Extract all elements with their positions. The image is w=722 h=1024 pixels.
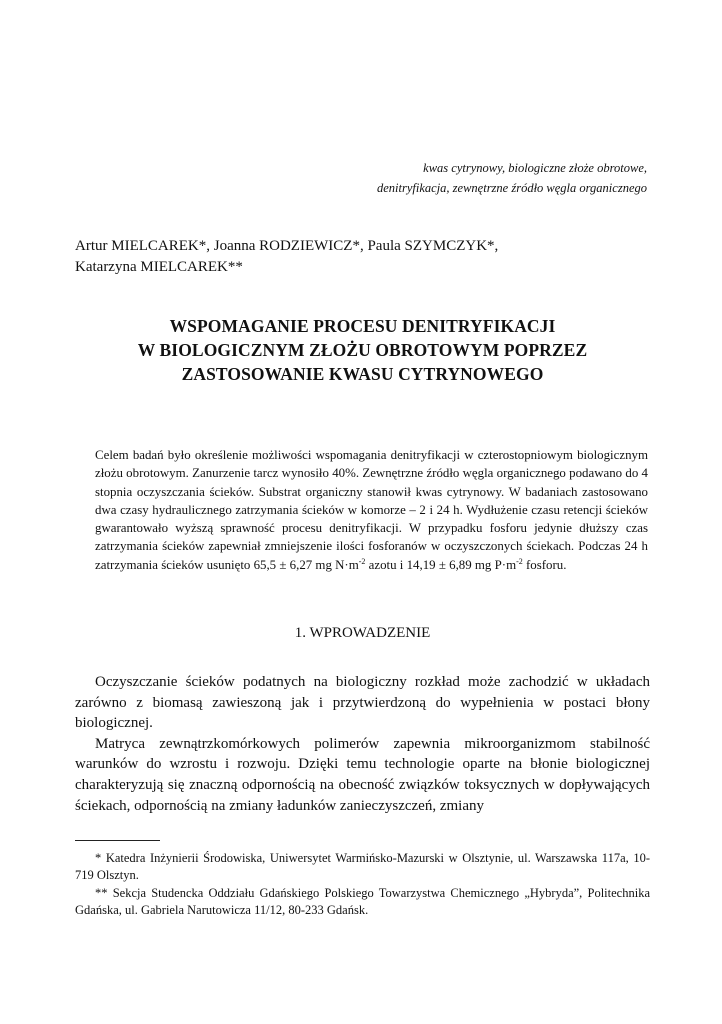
abstract-exponent-1: -2 — [358, 556, 366, 566]
authors-line-1: Artur MIELCAREK*, Joanna RODZIEWICZ*, Paula SZYMCZYK*, — [75, 238, 499, 254]
title-line-2: W BIOLOGICZNYM ZŁOŻU OBROTOWYM POPRZEZ — [137, 340, 588, 360]
abstract-text-end: fosforu. — [522, 557, 567, 572]
title-line-3: ZASTOSOWANIE KWASU CYTRYNOWEGO — [181, 364, 544, 384]
keywords-line-2: denitryfikacja, zewnętrzne źródło węgla organicznego — [377, 181, 647, 195]
body-text — [75, 672, 650, 816]
keywords-line-1: kwas cytrynowy, biologiczne złoże obrotowe, — [423, 161, 647, 175]
footnote-1: * Katedra Inżynierii Środowiska, Uniwersytet Warmińsko-Mazurski w Olsztynie, ul. Warszawska 117a, 10-719 Olsztyn. — [75, 851, 650, 883]
abstract — [95, 446, 648, 574]
title-line-1: WSPOMAGANIE PROCESU DENITRYFIKACJI — [169, 316, 556, 336]
authors-line-2: Katarzyna MIELCAREK** — [75, 259, 243, 275]
footnote-2: ** Sekcja Studencka Oddziału Gdańskiego Polskiego Towarzystwa Chemicznego „Hybryda”, Politechnika Gdańska, ul. Gabriela Narutowicza 11/12, 80-233 Gdańsk. — [75, 885, 650, 917]
authors — [75, 236, 650, 278]
body-paragraph-1: Oczyszczanie ścieków podatnych na biologiczny rozkład może zachodzić w układach zarówno z biomasą zawieszoną jak i przytwierdzoną do wypełnienia w postaci błony biologicznej. — [75, 674, 650, 732]
footnotes — [75, 850, 650, 919]
footnote-divider — [75, 840, 160, 841]
body-paragraph-2: Matryca zewnątrzkomórkowych polimerów zapewnia mikroorganizmom stabilność warunków do wzrostu i rozwoju. Dzięki temu technologie oparte na błonie biologicznej charakteryzują się znaczną odpornością na obecność związków toksycznych w dopływających ściekach, odpornością na zmiany ładunków zanieczyszczeń, zmiany — [75, 735, 650, 814]
keywords — [377, 158, 647, 198]
section-heading: 1. WPROWADZENIE — [294, 625, 431, 641]
paper-title — [75, 314, 650, 386]
abstract-text-mid: azotu i 14,19 ± 6,89 mg P·m — [365, 557, 517, 572]
abstract-exponent-2: -2 — [516, 556, 523, 566]
abstract-paragraph — [95, 446, 648, 574]
abstract-text: Celem badań było określenie możliwości wspomagania denitryfikacji w czterostopniowym biologicznym złożu obrotowym. Zanurzenie tarcz wynosiło 40%. Zewnętrzne źródło węgla organicznego podawano do 4 stopnia oczyszczania ścieków. Substrat organiczny stanowił kwas cytrynowy. W badaniach zastosowano dwa czasy hydraulicznego zatrzymania ścieków w komorze – 2 i 24 h. Wydłużenie czasu retencji ścieków gwarantowało wyższą sprawność procesu denitryfikacji. W przypadku fosforu jedynie dłuższy czas zatrzymania ścieków zapewniał zmniejszenie ilości fosforanów w oczyszczonych ściekach. Podczas 24 h zatrzymania ścieków usunięto 65,5 ± 6,27 mg N·m — [95, 448, 648, 572]
